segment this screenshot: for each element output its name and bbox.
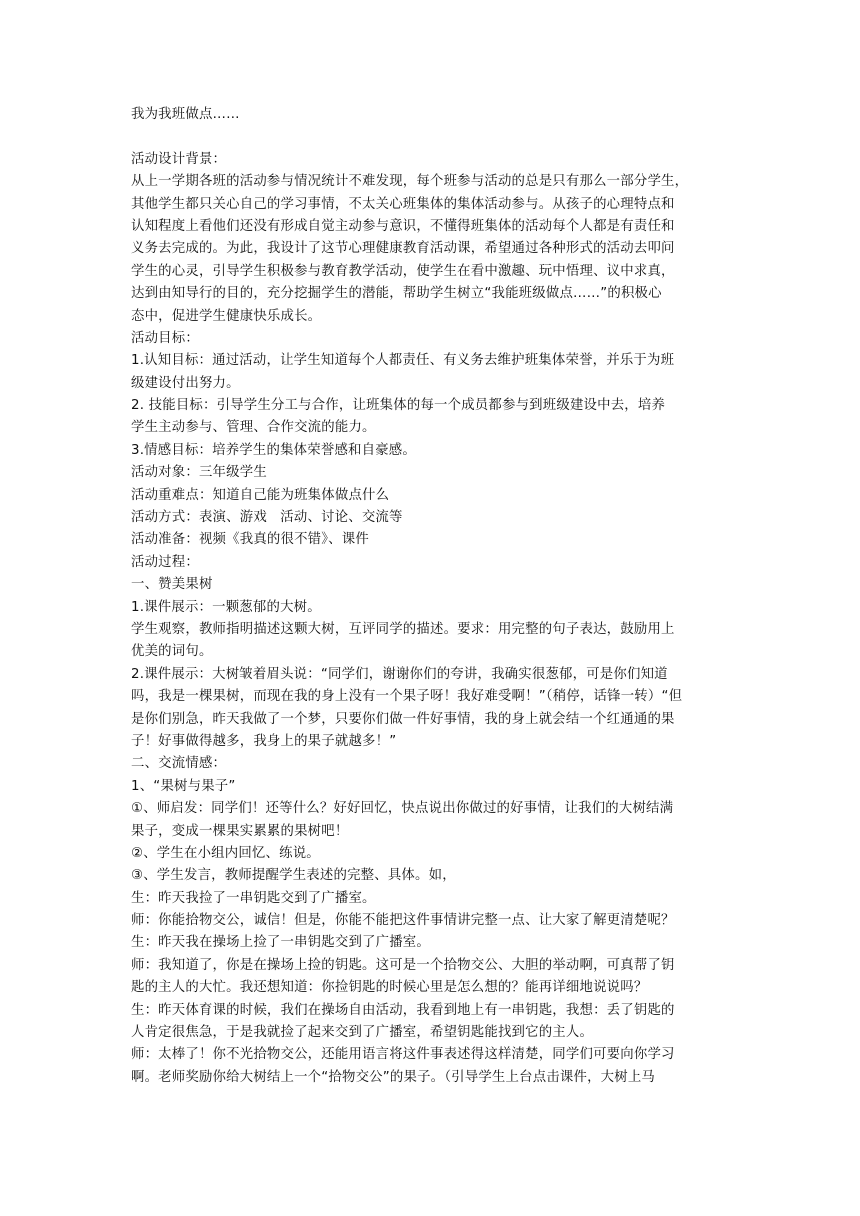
text-line: 2.课件展示：大树皱着眉头说：“同学们，谢谢你们的夸讲，我确实很葱郁，可是你们知道 — [131, 666, 668, 682]
text-line: 3.情感目标：培养学生的集体荣誉感和自豪感。 — [131, 442, 416, 458]
text-line: 师：我知道了，你是在操场上捡的钥匙。这可是一个拾物交公、大胆的举动啊，可真帮了钥 — [131, 957, 675, 973]
document-title: 我为我班做点…… — [131, 107, 240, 122]
document-lines — [131, 149, 741, 1089]
text-line: 师：你能拾物交公，诚信！但是，你能不能把这件事情讲完整一点、让大家了解更清楚呢？ — [131, 913, 675, 929]
text-line: ①、师启发：同学们！还等什么？好好回忆，快点说出你做过的好事情，让我们的大树结满 — [131, 801, 674, 817]
document-body — [131, 104, 741, 1089]
text-line: 啊。老师奖励你给大树结上一个“拾物交公”的果子。（引导学生上台点击课件，大树上马 — [131, 1069, 656, 1085]
text-line: 匙的主人的大忙。我还想知道：你捡钥匙的时候心里是怎么想的？能再详细地说说吗？ — [131, 980, 648, 996]
text-line: 级建设付出努力。 — [131, 375, 240, 391]
text-line: ③、学生发言，教师提醒学生表述的完整、具体。如， — [131, 868, 456, 884]
text-line: 吗，我是一棵果树，而现在我的身上没有一个果子呀！我好难受啊！”（稍停，话锋一转）“但 — [131, 689, 683, 705]
text-line: 生：昨天体育课的时候，我们在操场自由活动，我看到地上有一串钥匙，我想：丢了钥匙的 — [131, 1002, 675, 1018]
text-line: 子！好事做得越多，我身上的果子就越多！” — [131, 733, 397, 749]
text-line: 学生观察，教师指明描述这颗大树，互评同学的描述。要求：用完整的句子表达，鼓励用上 — [131, 621, 675, 637]
text-line: 从上一学期各班的活动参与情况统计不难发现，每个班参与活动的总是只有那么一部分学生， — [131, 174, 689, 190]
text-line: 活动设计背景： — [131, 151, 227, 167]
text-line: ②、学生在小组内回忆、练说。 — [131, 845, 320, 861]
text-line: 学生的心灵，引导学生积极参与教育教学活动，使学生在看中激趣、玩中悟理、议中求真， — [131, 263, 675, 279]
text-line: 义务去完成的。为此，我设计了这节心理健康教育活动课，希望通过各种形式的活动去叩问 — [131, 241, 675, 257]
text-line: 活动对象：三年级学生 — [131, 465, 267, 481]
text-line: 认知程度上看他们还没有形成自觉主动参与意识，不懂得班集体的活动每个人都是有责任和 — [131, 218, 675, 234]
text-line: 其他学生都只关心自己的学习事情，不太关心班集体的集体活动参与。从孩子的心理特点和 — [131, 196, 675, 212]
text-line: 活动准备：视频《我真的很不错》、课件 — [131, 532, 369, 548]
text-line: 2. 技能目标：引导学生分工与合作，让班集体的每一个成员都参与到班级建设中去，培养 — [131, 398, 666, 414]
text-line: 活动目标： — [131, 330, 199, 346]
text-line: 1、“果树与果子” — [131, 778, 236, 794]
text-line: 是你们别急，昨天我做了一个梦，只要你们做一件好事情，我的身上就会结一个红通通的果 — [131, 711, 675, 727]
text-line: 果子，变成一棵果实累累的果树吧！ — [131, 823, 349, 839]
text-line: 师：太棒了！你不光拾物交公，还能用语言将这件事表述得这样清楚，同学们可要向你学习 — [131, 1047, 675, 1063]
text-line: 学生主动参与、管理、合作交流的能力。 — [131, 420, 376, 436]
text-line: 活动重难点：知道自己能为班集体做点什么 — [131, 487, 390, 503]
text-line: 1.课件展示：一颗葱郁的大树。 — [131, 599, 321, 615]
text-line: 活动方式：表演、游戏 活动、讨论、交流等 — [131, 510, 403, 526]
text-line: 态中，促进学生健康快乐成长。 — [131, 308, 322, 324]
text-line: 一、赞美果树 — [131, 577, 213, 593]
text-line: 活动过程： — [131, 554, 199, 570]
text-line: 生：昨天我在操场上捡了一串钥匙交到了广播室。 — [131, 935, 430, 951]
text-line: 人肯定很焦急，于是我就捡了起来交到了广播室，希望钥匙能找到它的主人。 — [131, 1025, 594, 1041]
text-line: 生：昨天我捡了一串钥匙交到了广播室。 — [131, 890, 376, 906]
text-line: 1.认知目标：通过活动，让学生知道每个人都责任、有义务去维护班集体荣誉，并乐于为班 — [131, 353, 675, 369]
text-line: 二、交流情感： — [131, 756, 227, 772]
text-line: 达到由知导行的目的，充分挖掘学生的潜能，帮助学生树立“我能班级做点……”的积极心 — [131, 286, 662, 302]
text-line: 优美的词句。 — [131, 644, 213, 660]
